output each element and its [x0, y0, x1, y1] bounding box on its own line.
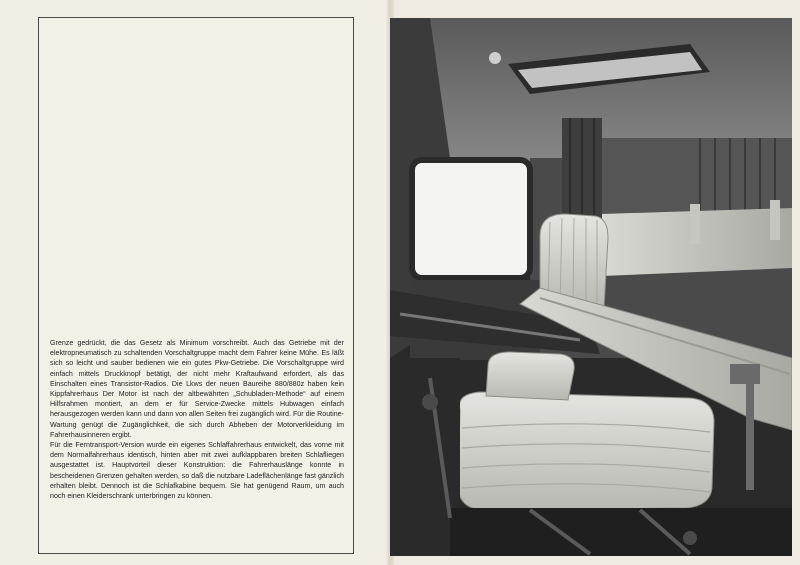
- side-window: [412, 160, 530, 278]
- paragraph-sleeper-cab: Für die Ferntransport-Version wurde ein eigenes Schlaffahrerhaus entwickelt, das vorne mit dem Normalfahrerhaus identisch, hinten aber mit zwei aufklappbaren breiten Schlafliegen ausgestattet ist. Hauptvorteil dieser Konstruktion: die Fahrerhauslänge konnte in bescheidenen Grenzen gehalten werden, so daß die nutzbare Ladeflächenlänge fast gänzlich erhalten bleibt. Dennoch ist die Schlafkabine bequem. Sie hat genügend Raum, um auch noch einen Kleiderschrank unterbringen zu können.: [50, 441, 344, 501]
- floor: [450, 508, 792, 556]
- floor-left: [390, 358, 460, 556]
- cab-interior-illustration: [390, 18, 792, 556]
- paragraph-gearbox-engine: Grenze gedrückt, die das Gesetz als Minimum vorschreibt. Auch das Getriebe mit der elektropneumatisch zu schaltenden Vorschaltgruppe macht dem Fahrer keine Mühe. Es läßt sich so leicht und sauber bedienen wie ein gutes Pkw-Getriebe. Die Vorschaltgruppe wird einfach mittels Druckknopf betätigt, der nicht mehr Kraftaufwand erfordert, als das Einschalten eines Transistor-Radios. Die Lkws der neuen Baureihe 880/880z haben kein Kippfahrerhaus Der Motor ist nach der altbewährten „Schubladen-Methode“ auf einem Hilfsrahmen montiert, an dem er für Service-Zwecke mittels Hubwagen einfach herausgezogen werden kann und dann von allen Seiten frei zugänglich wird. Für die Routine-Wartung genügt die Zugänglichkeit, die sich durch Abheben der Motorverkleidung im Fahrerhausinneren ergibt.: [50, 339, 344, 439]
- body-text: [50, 338, 344, 501]
- bunk-bracket: [730, 364, 760, 384]
- cab-interior-photo: [390, 18, 792, 556]
- passenger-seat-backrest: [486, 352, 574, 400]
- seat-cushion: [458, 392, 714, 510]
- dome-light-icon: [489, 52, 501, 64]
